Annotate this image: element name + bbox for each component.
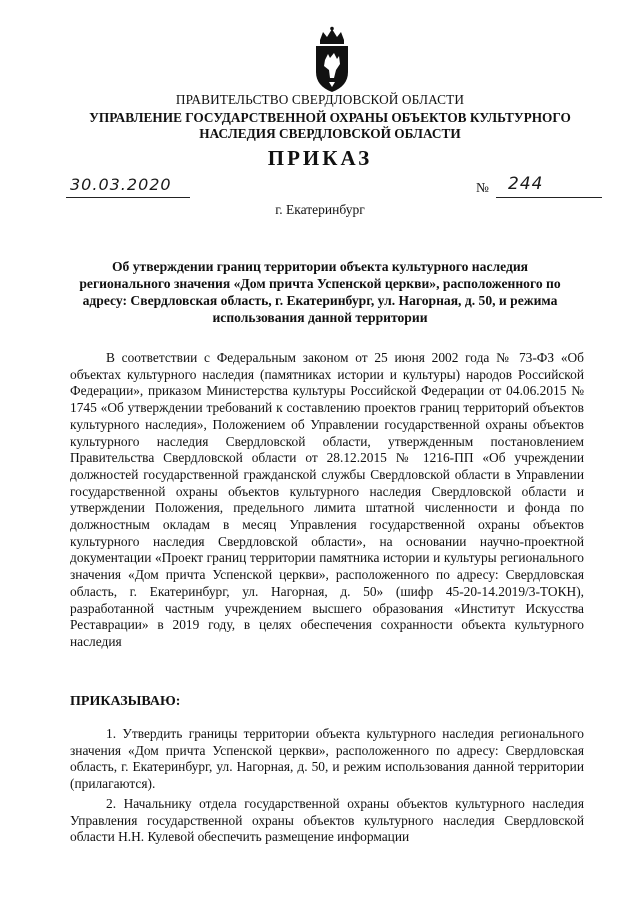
government-name: ПРАВИТЕЛЬСТВО СВЕРДЛОВСКОЙ ОБЛАСТИ <box>175 92 465 107</box>
coat-of-arms-icon <box>312 26 352 94</box>
document-type: ПРИКАЗ <box>267 146 373 170</box>
order-heading: ПРИКАЗЫВАЮ: <box>70 694 181 709</box>
number-field <box>476 174 602 197</box>
number-sign: № <box>476 180 489 195</box>
preamble-paragraph: В соответствии с Федеральным законом от 25 июня 2002 года № 73-ФЗ «Об объектах культурного наследия (памятниках истории и культуры) народов Российской Федерации», приказом Министерства культуры Российской Федерации от 04.06.2015 № 1745 «Об утверждении требований к составлению проектов границ территорий объектов культурного наследия», Положением об Управлении государственной охраны объектов культурного наследия Свердловской области, утвержденным постановлением Правительства Свердловской области от 28.12.2015 № 1216-ПП «Об учреждении должностей государственной гражданской службы Свердловской области в Управлении государственной охраны объектов культурного наследия Свердловской области и утверждении Положения, предельного лимита штатной численности и фонда по должностным окладам в месяц Управления государственной охраны объектов культурного наследия Свердловской области», на основании научно-проектной документации «Проект границ территории памятника истории и культуры регионального значения «Дом причта Успенской церкви», расположенного по адресу: Свердловская область, г. Екатеринбург, ул. Нагорная, д. 50» (шифр 45-20-14.2019/3-ТОКН), разработанной частным учреждением высшего образования «Институт Искусства Реставрации» в 2019 году, в целях обеспечения сохранности объекта культурного наследия <box>70 350 584 649</box>
department-name: УПРАВЛЕНИЕ ГОСУДАРСТВЕННОЙ ОХРАНЫ ОБЪЕКТОВ КУЛЬТУРНОГО НАСЛЕДИЯ СВЕРДЛОВСКОЙ ОБЛАСТИ <box>89 110 571 141</box>
city: г. Екатеринбург <box>275 202 365 217</box>
handwritten-date: 30.03.2020 <box>70 175 172 194</box>
order-item-2: 2. Начальнику отдела государственной охраны объектов культурного наследия Управления государственной охраны объектов культурного наследия Свердловской области Н.Н. Кулевой обеспечить размещение информации <box>70 796 584 845</box>
date-field <box>66 177 190 198</box>
document-title: Об утверждении границ территории объекта культурного наследия регионального значения «Дом причта Успенской церкви», расположенного по адресу: Свердловская область, г. Екатеринбург, ул. Нагорная, д. 50, и режима использования данной территории <box>79 259 561 325</box>
order-item-1: 1. Утвердить границы территории объекта культурного наследия регионального значения «Дом причта Успенской церкви», расположенного по адресу: Свердловская область, г. Екатеринбург, ул. Нагорная, д. 50, и режим использования данной территории (прилагаются). <box>70 726 584 792</box>
handwritten-number: 244 <box>508 174 544 194</box>
